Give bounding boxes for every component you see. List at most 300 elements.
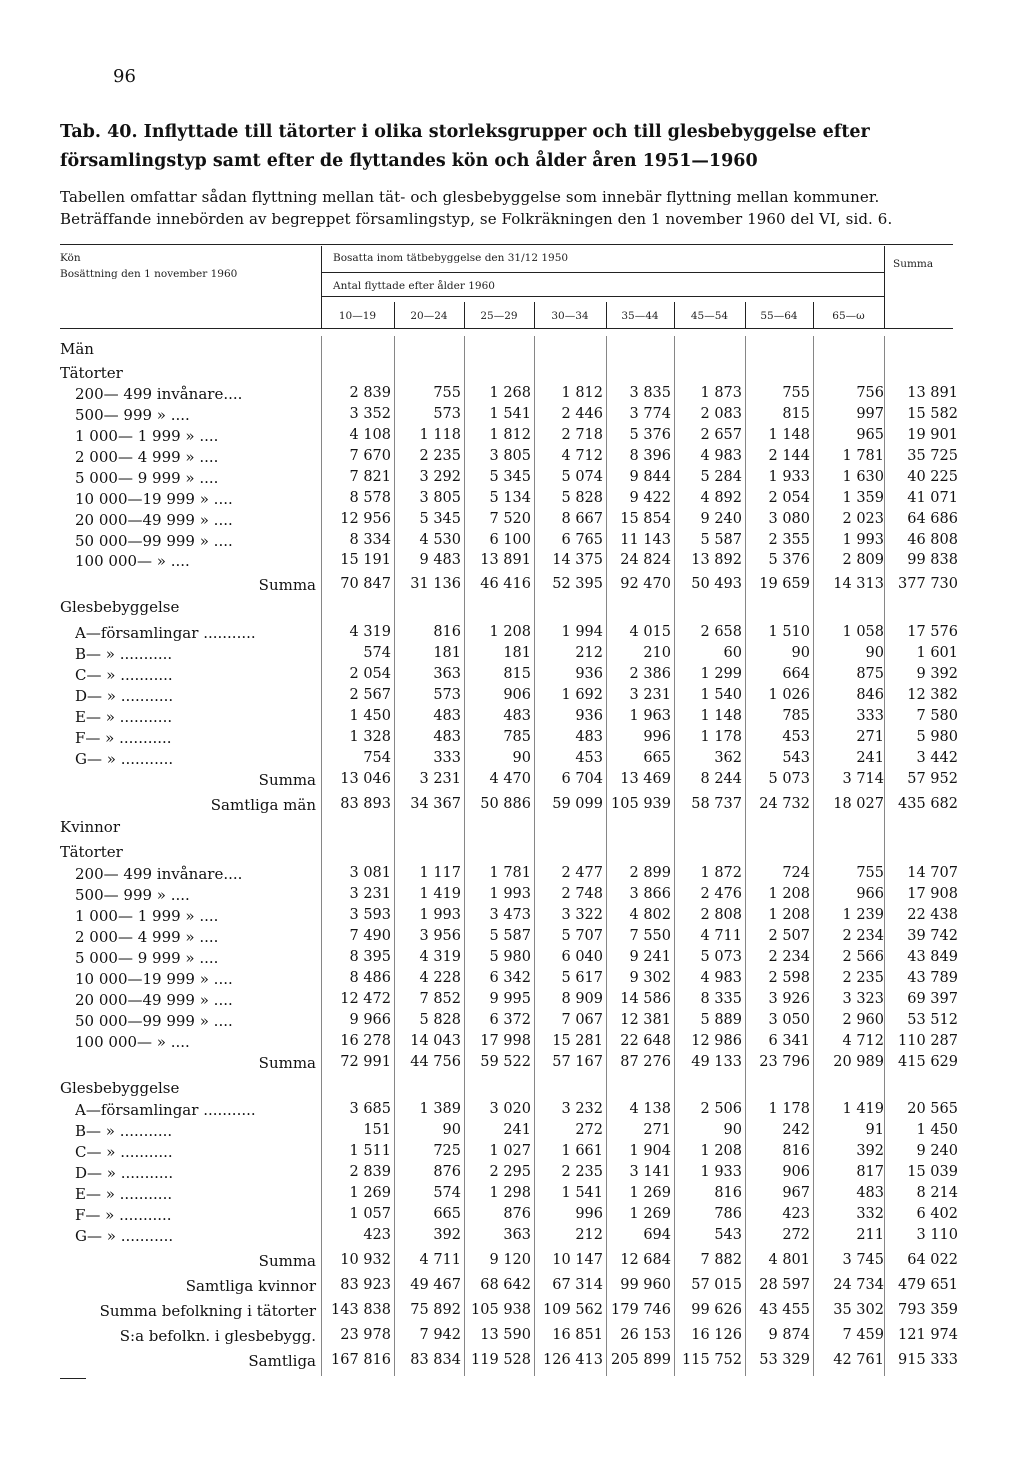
table-cell: 11 143 [620, 532, 671, 548]
table-cell: 69 397 [907, 991, 958, 1007]
table-cell: 5 073 [700, 949, 742, 965]
row-label: D— » ........... [75, 1164, 174, 1182]
table-cell: 272 [575, 1122, 603, 1138]
table-cell: 24 734 [833, 1277, 884, 1293]
table-cell: 9 120 [489, 1252, 531, 1268]
table-cell: 724 [782, 865, 810, 881]
table-cell: 423 [782, 1206, 810, 1222]
table-cell: 46 808 [907, 532, 958, 548]
table-cell: 23 796 [759, 1054, 810, 1070]
table-cell: 1 511 [349, 1143, 391, 1159]
table-cell: 6 341 [768, 1033, 810, 1049]
table-cell: 6 765 [561, 532, 603, 548]
table-cell: 483 [433, 729, 461, 745]
table-cell: 151 [363, 1122, 391, 1138]
header-bottom-rule [60, 328, 953, 329]
table-cell: 14 313 [833, 576, 884, 592]
table-cell: 8 244 [700, 771, 742, 787]
table-cell: 115 752 [682, 1352, 742, 1368]
table-cell: 2 054 [349, 666, 391, 682]
table-cell: 121 974 [898, 1327, 958, 1343]
table-cell: 1 178 [768, 1101, 810, 1117]
table-cell: 2 507 [768, 928, 810, 944]
table-cell: 7 580 [916, 708, 958, 724]
table-cell: 99 838 [907, 552, 958, 568]
row-label: 2 000— 4 999 » .... [75, 448, 219, 466]
table-description: Tabellen omfattar sådan flyttning mellan tät- och glesbebyggelse som innebär flyttning mellan kommuner. Beträffande innebörden av begreppet församlingstyp, se Folkräkningen den 1 november 1960 del VI, sid. 6. [60, 188, 893, 228]
table-cell: 50 493 [691, 576, 742, 592]
table-cell: 59 099 [552, 796, 603, 812]
table-cell: 3 292 [419, 469, 461, 485]
table-cell: 31 136 [410, 576, 461, 592]
table-cell: 271 [856, 729, 884, 745]
table-cell: 1 781 [842, 448, 884, 464]
table-cell: 4 530 [419, 532, 461, 548]
table-cell: 8 486 [349, 970, 391, 986]
table-cell: 13 891 [480, 552, 531, 568]
table-cell: 57 952 [907, 771, 958, 787]
table-cell: 90 [723, 1122, 742, 1138]
table-cell: 1 541 [561, 1185, 603, 1201]
row-label: 5 000— 9 999 » .... [75, 469, 219, 487]
table-cell: 1 269 [629, 1185, 671, 1201]
table-cell: 92 470 [620, 576, 671, 592]
table-cell: 4 801 [768, 1252, 810, 1268]
table-cell: 435 682 [898, 796, 958, 812]
table-cell: 573 [433, 687, 461, 703]
table-cell: 1 208 [700, 1143, 742, 1159]
row-label: Summa [258, 1054, 316, 1072]
table-cell: 1 812 [561, 385, 603, 401]
table-cell: 1 178 [700, 729, 742, 745]
table-cell: 210 [643, 645, 671, 661]
table-cell: 1 239 [842, 907, 884, 923]
table-cell: 1 993 [842, 532, 884, 548]
header-top-rule [60, 244, 953, 245]
row-label: Summa befolkning i tätorter [99, 1302, 316, 1320]
table-cell: 5 707 [561, 928, 603, 944]
table-cell: 2 566 [842, 949, 884, 965]
table-cell: 2 386 [629, 666, 671, 682]
row-label: B— » ........... [75, 1122, 173, 1140]
table-cell: 2 235 [842, 970, 884, 986]
row-label: C— » ........... [75, 1143, 173, 1161]
table-cell: 1 208 [768, 907, 810, 923]
row-label: 10 000—19 999 » .... [75, 970, 233, 988]
row-label: 2 000— 4 999 » .... [75, 928, 219, 946]
table-title: Tab. 40. Inflyttade till tätorter i olika storleksgrupper och till glesbebyggelse efter församlingstyp samt efter de flyttandes kön och ålder åren 1951—1960 [60, 122, 870, 171]
table-cell: 453 [782, 729, 810, 745]
table-cell: 3 110 [916, 1227, 958, 1243]
table-cell: 9 240 [916, 1143, 958, 1159]
table-cell: 181 [433, 645, 461, 661]
table-cell: 12 956 [340, 511, 391, 527]
age-column-divider [464, 302, 465, 328]
table-cell: 483 [856, 1185, 884, 1201]
table-cell: 6 342 [489, 970, 531, 986]
table-cell: 22 648 [620, 1033, 671, 1049]
table-cell: 4 319 [419, 949, 461, 965]
table-cell: 87 276 [620, 1054, 671, 1070]
table-cell: 996 [643, 729, 671, 745]
table-cell: 75 892 [410, 1302, 461, 1318]
age-column-divider [745, 302, 746, 328]
table-cell: 83 893 [340, 796, 391, 812]
row-label: S:a befolkn. i glesbebygg. [119, 1327, 316, 1345]
table-cell: 725 [433, 1143, 461, 1159]
table-cell: 5 889 [700, 1012, 742, 1028]
table-cell: 8 396 [629, 448, 671, 464]
row-label: Samtliga män [210, 796, 316, 814]
table-cell: 1 963 [629, 708, 671, 724]
table-cell: 119 528 [471, 1352, 531, 1368]
table-cell: 4 712 [842, 1033, 884, 1049]
table-cell: 19 901 [907, 427, 958, 443]
table-cell: 42 761 [833, 1352, 884, 1368]
table-cell: 1 540 [700, 687, 742, 703]
table-cell: 3 081 [349, 865, 391, 881]
row-label: Samtliga [248, 1352, 316, 1370]
table-cell: 13 590 [480, 1327, 531, 1343]
column-rule [394, 336, 395, 1376]
table-cell: 14 375 [552, 552, 603, 568]
table-cell: 64 686 [907, 511, 958, 527]
age-column-header: 25—29 [480, 310, 518, 322]
row-label: 50 000—99 999 » .... [75, 1012, 233, 1030]
row-label: A—församlingar ........... [75, 624, 256, 642]
table-cell: 4 711 [419, 1252, 461, 1268]
table-cell: 67 314 [552, 1277, 603, 1293]
table-cell: 3 835 [629, 385, 671, 401]
table-cell: 1 148 [768, 427, 810, 443]
age-column-divider [674, 302, 675, 328]
table-cell: 7 550 [629, 928, 671, 944]
row-label: 100 000— » .... [75, 552, 190, 570]
row-label: F— » ........... [75, 1206, 172, 1224]
table-cell: 8 667 [561, 511, 603, 527]
table-cell: 1 450 [349, 708, 391, 724]
table-cell: 756 [856, 385, 884, 401]
table-cell: 179 746 [611, 1302, 671, 1318]
table-cell: 694 [643, 1227, 671, 1243]
table-cell: 43 789 [907, 970, 958, 986]
table-cell: 1 781 [489, 865, 531, 881]
group-underline [321, 272, 884, 273]
table-cell: 1 058 [842, 624, 884, 640]
table-cell: 10 932 [340, 1252, 391, 1268]
table-cell: 9 302 [629, 970, 671, 986]
table-cell: 5 073 [768, 771, 810, 787]
table-cell: 3 231 [419, 771, 461, 787]
table-cell: 12 986 [691, 1033, 742, 1049]
table-cell: 1 993 [489, 886, 531, 902]
age-column-header: 35—44 [621, 310, 659, 322]
table-cell: 68 642 [480, 1277, 531, 1293]
table-cell: 53 512 [907, 1012, 958, 1028]
table-cell: 50 886 [480, 796, 531, 812]
table-cell: 785 [782, 708, 810, 724]
row-label: Tätorter [60, 364, 123, 382]
table-cell: 5 617 [561, 970, 603, 986]
table-cell: 167 816 [331, 1352, 391, 1368]
table-cell: 212 [575, 1227, 603, 1243]
table-cell: 1 661 [561, 1143, 603, 1159]
table-cell: 3 473 [489, 907, 531, 923]
table-cell: 363 [503, 1227, 531, 1243]
table-cell: 35 725 [907, 448, 958, 464]
table-cell: 13 891 [907, 385, 958, 401]
table-cell: 5 134 [489, 490, 531, 506]
table-cell: 241 [503, 1122, 531, 1138]
row-label: G— » ........... [75, 750, 174, 768]
table-cell: 83 923 [340, 1277, 391, 1293]
table-cell: 19 659 [759, 576, 810, 592]
table-cell: 1 117 [419, 865, 461, 881]
table-cell: 1 057 [349, 1206, 391, 1222]
column-rule [321, 336, 322, 1376]
table-cell: 70 847 [340, 576, 391, 592]
table-cell: 996 [575, 1206, 603, 1222]
table-cell: 2 839 [349, 385, 391, 401]
table-cell: 3 685 [349, 1101, 391, 1117]
table-cell: 8 334 [349, 532, 391, 548]
table-cell: 479 651 [898, 1277, 958, 1293]
table-cell: 91 [865, 1122, 884, 1138]
table-cell: 5 980 [916, 729, 958, 745]
table-cell: 6 100 [489, 532, 531, 548]
table-cell: 49 467 [410, 1277, 461, 1293]
table-cell: 4 108 [349, 427, 391, 443]
table-cell: 99 960 [620, 1277, 671, 1293]
table-cell: 9 240 [700, 511, 742, 527]
table-cell: 1 118 [419, 427, 461, 443]
row-label: 5 000— 9 999 » .... [75, 949, 219, 967]
table-cell: 816 [433, 624, 461, 640]
table-cell: 5 587 [489, 928, 531, 944]
table-cell: 906 [503, 687, 531, 703]
table-cell: 3 774 [629, 406, 671, 422]
table-cell: 105 938 [471, 1302, 531, 1318]
table-cell: 5 828 [419, 1012, 461, 1028]
table-cell: 846 [856, 687, 884, 703]
table-cell: 2 899 [629, 865, 671, 881]
column-rule [813, 336, 814, 1376]
table-cell: 15 281 [552, 1033, 603, 1049]
age-column-divider [394, 302, 395, 328]
table-cell: 3 352 [349, 406, 391, 422]
table-cell: 966 [856, 886, 884, 902]
row-label: Glesbebyggelse [60, 598, 180, 616]
table-cell: 967 [782, 1185, 810, 1201]
table-cell: 12 472 [340, 991, 391, 1007]
table-cell: 754 [363, 750, 391, 766]
table-cell: 377 730 [898, 576, 958, 592]
table-cell: 15 854 [620, 511, 671, 527]
table-cell: 3 926 [768, 991, 810, 1007]
table-cell: 362 [714, 750, 742, 766]
table-cell: 43 849 [907, 949, 958, 965]
table-cell: 43 455 [759, 1302, 810, 1318]
table-cell: 2 355 [768, 532, 810, 548]
table-cell: 24 824 [620, 552, 671, 568]
table-cell: 8 578 [349, 490, 391, 506]
table-cell: 59 522 [480, 1054, 531, 1070]
table-cell: 23 978 [340, 1327, 391, 1343]
subgroup-header: Antal flyttade efter ålder 1960 [333, 280, 495, 292]
table-cell: 4 983 [700, 448, 742, 464]
header-divider-summa [884, 246, 885, 328]
table-cell: 574 [433, 1185, 461, 1201]
table-cell: 5 345 [419, 511, 461, 527]
row-label: 1 000— 1 999 » .... [75, 427, 219, 445]
table-cell: 3 050 [768, 1012, 810, 1028]
table-cell: 1 299 [700, 666, 742, 682]
row-label: 50 000—99 999 » .... [75, 532, 233, 550]
table-cell: 58 737 [691, 796, 742, 812]
age-column-divider [813, 302, 814, 328]
table-cell: 205 899 [611, 1352, 671, 1368]
table-cell: 755 [856, 865, 884, 881]
row-label: 20 000—49 999 » .... [75, 991, 233, 1009]
row-label: 1 000— 1 999 » .... [75, 907, 219, 925]
table-cell: 2 295 [489, 1164, 531, 1180]
table-cell: 1 933 [768, 469, 810, 485]
table-cell: 2 476 [700, 886, 742, 902]
table-cell: 1 389 [419, 1101, 461, 1117]
age-column-header: 20—24 [410, 310, 448, 322]
table-cell: 9 483 [419, 552, 461, 568]
table-cell: 60 [723, 645, 742, 661]
age-column-header: 45—54 [690, 310, 729, 322]
table-cell: 22 438 [907, 907, 958, 923]
row-label: 20 000—49 999 » .... [75, 511, 233, 529]
table-cell: 241 [856, 750, 884, 766]
table-cell: 1 328 [349, 729, 391, 745]
table-cell: 333 [856, 708, 884, 724]
table-cell: 1 510 [768, 624, 810, 640]
table-cell: 1 692 [561, 687, 603, 703]
table-cell: 392 [856, 1143, 884, 1159]
table-cell: 997 [856, 406, 884, 422]
table-cell: 26 153 [620, 1327, 671, 1343]
table-cell: 1 359 [842, 490, 884, 506]
table-cell: 1 027 [489, 1143, 531, 1159]
table-cell: 8 335 [700, 991, 742, 1007]
table-cell: 7 942 [419, 1327, 461, 1343]
table-cell: 2 234 [768, 949, 810, 965]
table-cell: 8 395 [349, 949, 391, 965]
row-label: Män [60, 340, 94, 358]
table-cell: 1 812 [489, 427, 531, 443]
table-cell: 915 333 [898, 1352, 958, 1368]
column-rule [464, 336, 465, 1376]
table-cell: 9 874 [768, 1327, 810, 1343]
row-label: Samtliga kvinnor [185, 1277, 316, 1295]
table-cell: 8 214 [916, 1185, 958, 1201]
table-cell: 18 027 [833, 796, 884, 812]
table-cell: 105 939 [611, 796, 671, 812]
row-label: F— » ........... [75, 729, 172, 747]
table-cell: 6 402 [916, 1206, 958, 1222]
table-cell: 212 [575, 645, 603, 661]
table-cell: 785 [503, 729, 531, 745]
table-cell: 13 046 [340, 771, 391, 787]
row-label: 500— 999 » .... [75, 406, 190, 424]
table-cell: 272 [782, 1227, 810, 1243]
table-cell: 7 067 [561, 1012, 603, 1028]
table-cell: 1 208 [768, 886, 810, 902]
table-cell: 2 808 [700, 907, 742, 923]
table-cell: 4 319 [349, 624, 391, 640]
table-cell: 40 225 [907, 469, 958, 485]
row-label: D— » ........... [75, 687, 174, 705]
table-cell: 664 [782, 666, 810, 682]
table-cell: 1 419 [842, 1101, 884, 1117]
table-cell: 3 805 [489, 448, 531, 464]
table-cell: 2 658 [700, 624, 742, 640]
table-cell: 12 381 [620, 1012, 671, 1028]
table-cell: 3 141 [629, 1164, 671, 1180]
table-cell: 1 630 [842, 469, 884, 485]
table-cell: 1 208 [489, 624, 531, 640]
table-cell: 2 083 [700, 406, 742, 422]
row-label: 10 000—19 999 » .... [75, 490, 233, 508]
table-cell: 5 376 [768, 552, 810, 568]
table-cell: 3 714 [842, 771, 884, 787]
table-cell: 1 269 [629, 1206, 671, 1222]
table-cell: 143 838 [331, 1302, 391, 1318]
table-cell: 6 704 [561, 771, 603, 787]
table-cell: 815 [782, 406, 810, 422]
table-cell: 1 873 [700, 385, 742, 401]
table-cell: 1 541 [489, 406, 531, 422]
table-cell: 7 852 [419, 991, 461, 1007]
table-cell: 574 [363, 645, 391, 661]
table-cell: 2 054 [768, 490, 810, 506]
table-cell: 10 147 [552, 1252, 603, 1268]
table-cell: 483 [433, 708, 461, 724]
table-cell: 16 126 [691, 1327, 742, 1343]
table-cell: 12 382 [907, 687, 958, 703]
table-cell: 1 269 [349, 1185, 391, 1201]
row-label: E— » ........... [75, 708, 173, 726]
table-cell: 14 043 [410, 1033, 461, 1049]
table-cell: 3 322 [561, 907, 603, 923]
table-cell: 16 851 [552, 1327, 603, 1343]
table-cell: 2 235 [419, 448, 461, 464]
row-label: 500— 999 » .... [75, 886, 190, 904]
table-cell: 786 [714, 1206, 742, 1222]
table-cell: 6 040 [561, 949, 603, 965]
table-cell: 28 597 [759, 1277, 810, 1293]
table-cell: 3 232 [561, 1101, 603, 1117]
column-rule [745, 336, 746, 1376]
row-label: Tätorter [60, 843, 123, 861]
table-cell: 49 133 [691, 1054, 742, 1070]
row-label: Kvinnor [60, 818, 120, 836]
table-cell: 7 490 [349, 928, 391, 944]
table-cell: 363 [433, 666, 461, 682]
table-cell: 52 395 [552, 576, 603, 592]
row-label: A—församlingar ........... [75, 1101, 256, 1119]
table-cell: 1 993 [419, 907, 461, 923]
table-cell: 126 413 [543, 1352, 603, 1368]
table-cell: 1 026 [768, 687, 810, 703]
table-cell: 83 834 [410, 1352, 461, 1368]
table-cell: 181 [503, 645, 531, 661]
table-cell: 9 422 [629, 490, 671, 506]
table-cell: 755 [433, 385, 461, 401]
